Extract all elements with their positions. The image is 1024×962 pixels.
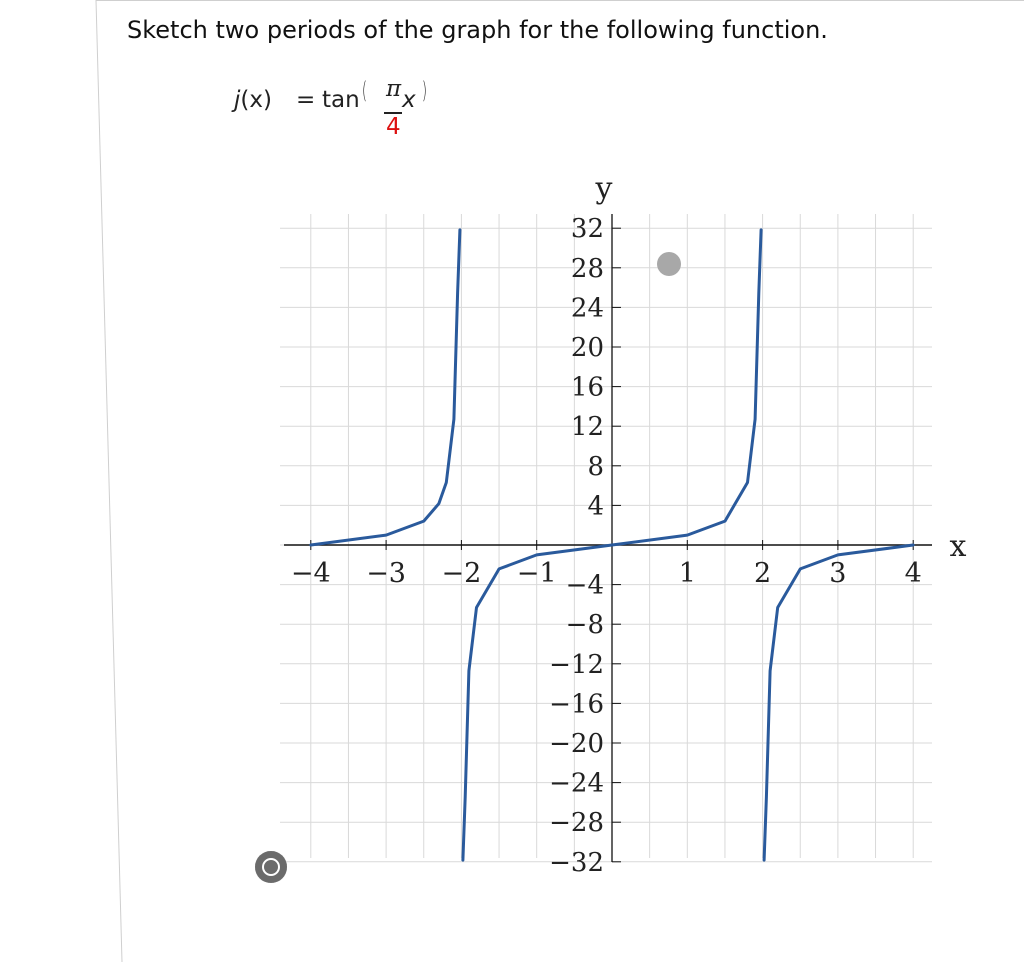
x-tick-label: −4: [290, 558, 331, 589]
x-tick-label: −3: [366, 558, 407, 589]
y-tick-label: 16: [570, 372, 604, 403]
formula-numerator: π: [386, 76, 402, 102]
y-tick-label: −28: [549, 808, 604, 839]
formula-tan: tan: [322, 87, 360, 113]
y-tick-label: −24: [549, 768, 604, 799]
y-tick-label: −32: [549, 847, 604, 878]
function-curve-branch-right: [764, 545, 913, 860]
question-prompt: Sketch two periods of the graph for the following function.: [127, 16, 828, 44]
formula-denominator: 4: [386, 114, 401, 140]
x-tick-label: 2: [754, 558, 772, 589]
y-tick-label: −16: [549, 689, 604, 720]
y-tick-label: −4: [565, 570, 604, 601]
graph-tool-handle[interactable]: [255, 851, 287, 883]
y-tick-label: 4: [587, 491, 604, 522]
formula-left-paren: (: [362, 78, 367, 104]
y-tick-label: 12: [570, 412, 604, 443]
y-tick-label: −20: [549, 729, 604, 759]
y-tick-label: 20: [570, 333, 604, 363]
y-tick-label: 28: [570, 253, 604, 284]
function-curve-branch-left: [311, 230, 460, 545]
formula-argument: (x): [240, 87, 272, 113]
y-tick-label: −8: [565, 610, 604, 641]
formula-variable: x: [402, 87, 416, 113]
x-tick-label: 1: [678, 558, 696, 589]
x-tick-label: −2: [441, 558, 482, 589]
x-axis-label: x: [949, 529, 967, 564]
y-tick-label: 24: [570, 293, 604, 324]
formula-function-name: j: [234, 87, 241, 113]
x-tick-label: 3: [829, 558, 847, 589]
formula-equals: =: [296, 87, 316, 113]
x-tick-label: 4: [904, 558, 922, 589]
y-axis-label: y: [595, 171, 613, 206]
point-handle[interactable]: [657, 252, 681, 276]
y-tick-label: −12: [549, 649, 604, 680]
x-tick-label: −1: [516, 558, 557, 589]
y-tick-label: 8: [587, 451, 604, 482]
formula-right-paren: ): [422, 78, 427, 104]
y-tick-label: 32: [570, 214, 604, 245]
